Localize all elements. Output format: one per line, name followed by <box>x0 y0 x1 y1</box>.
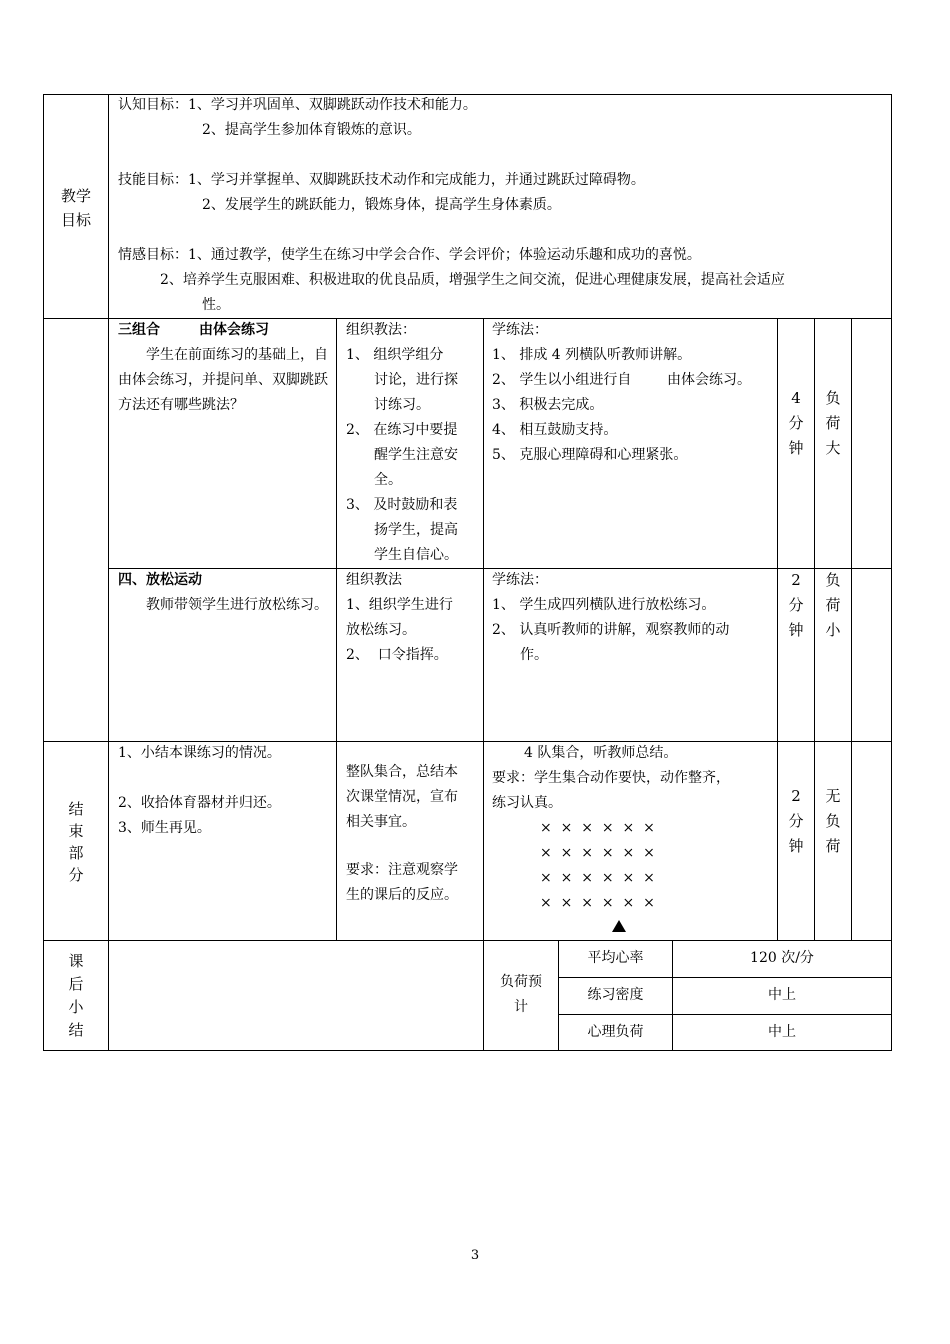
section3-content <box>118 343 332 418</box>
col-divider-content <box>336 318 337 941</box>
page-number: 3 <box>470 1248 480 1263</box>
ending-load-1: 负 <box>825 812 841 830</box>
section4-org-1b: 放松练习。 <box>346 622 416 638</box>
skill-goal-2: 2、发展学生的跳跃能力，锻炼身体，提高学生身体素质。 <box>202 197 561 213</box>
table-left-border <box>43 94 44 1051</box>
section4-time-0: 2 <box>791 571 801 589</box>
row-divider-4 <box>43 940 892 941</box>
section4-learn-title: 学练法： <box>492 572 548 588</box>
ending-item-2: 2、收拾体育器材并归还。 <box>118 795 281 811</box>
section3-learn-2: 2、 学生以小组进行自 由体会练习。 <box>492 372 751 388</box>
section3-org-1a: 1、 组织学组分 <box>346 347 444 363</box>
summary-row-name-0: 平均心率 <box>587 950 644 966</box>
load-estimate-label-1: 计 <box>514 999 528 1015</box>
section3-learn-5: 5、 克服心理障碍和心理紧张。 <box>492 447 688 463</box>
formation-row-4: × × × × × × <box>540 895 655 911</box>
section3-org-title: 组织教法： <box>346 322 416 338</box>
section3-time-2: 钟 <box>788 439 804 457</box>
affect-goal-2-cont: 性。 <box>202 297 230 313</box>
summary-row-2 <box>558 1014 892 1015</box>
ending-learn-1: 4 队集合，听教师总结。 <box>524 745 678 761</box>
section3-org-2c: 全。 <box>374 472 402 488</box>
section3-time-1: 分 <box>788 414 804 432</box>
ending-learn-2b: 练习认真。 <box>492 795 562 811</box>
section4-load <box>815 568 851 643</box>
table-bottom-border <box>43 1050 892 1051</box>
section4-load-1: 荷 <box>825 596 841 614</box>
ending-load-0: 无 <box>825 787 841 805</box>
section3-org-1c: 讨练习。 <box>374 397 430 413</box>
ending-label-0: 结 <box>68 800 84 818</box>
ending-time-2: 钟 <box>788 837 804 855</box>
section3-load <box>815 386 851 461</box>
section3-time <box>778 386 814 461</box>
ending-item-3: 3、师生再见。 <box>118 820 211 836</box>
load-estimate-label <box>484 970 558 1020</box>
ending-label <box>44 798 108 886</box>
summary-row-name-2: 心理负荷 <box>587 1024 644 1040</box>
summary-row-value-0: 120 次/分 <box>750 950 814 966</box>
section3-time-0: 4 <box>791 389 801 407</box>
section4-content-text: 教师带领学生进行放松练习。 <box>146 597 328 613</box>
section4-content <box>118 593 332 618</box>
section4-learn-2b: 作。 <box>520 647 548 663</box>
label-column-divider <box>108 94 109 1051</box>
ending-time <box>778 784 814 859</box>
col-divider-load <box>851 318 852 941</box>
cognitive-goal-2: 2、提高学生参加体育锻炼的意识。 <box>202 122 421 138</box>
objectives-label-text: 教学目标 <box>60 187 91 229</box>
ending-time-1: 分 <box>788 812 804 830</box>
section4-load-2: 小 <box>825 621 841 639</box>
summary-label-0: 课 <box>68 952 84 970</box>
section4-time-2: 钟 <box>788 621 804 639</box>
col-divider-org <box>483 318 484 1051</box>
skill-goal-1: 技能目标：1、学习并掌握单、双脚跳跃技术动作和完成能力，并通过跳跃过障碍物。 <box>118 172 645 188</box>
ending-label-2: 部 <box>68 844 84 862</box>
cognitive-goal-1: 认知目标：1、学习并巩固单、双脚跳跃动作技术和能力。 <box>118 97 477 113</box>
summary-label-1: 后 <box>68 975 84 993</box>
section4-org-2: 2、 口令指挥。 <box>346 647 448 663</box>
ending-org-a: 整队集合，总结本 <box>346 764 458 780</box>
section3-content-text: 学生在前面练习的基础上，自由体会练习，并提问单、双脚跳跃方法还有哪些跳法？ <box>118 347 328 413</box>
section3-org-1b: 讨论，进行探 <box>374 372 458 388</box>
section3-org-3b: 扬学生，提高 <box>374 522 458 538</box>
section4-time <box>778 568 814 643</box>
ending-time-0: 2 <box>791 787 801 805</box>
section4-org-1a: 1、组织学生进行 <box>346 597 453 613</box>
section3-learn-4: 4、 相互鼓励支持。 <box>492 422 618 438</box>
ending-load <box>815 784 851 859</box>
section3-learn-title: 学练法： <box>492 322 548 338</box>
summary-label <box>44 950 108 1042</box>
section3-load-1: 荷 <box>825 414 841 432</box>
section3-org-2b: 醒学生注意安 <box>374 447 458 463</box>
summary-row-name-1: 练习密度 <box>587 987 644 1003</box>
ending-org-b: 次课堂情况，宣布 <box>346 789 458 805</box>
section4-learn-1: 1、 学生成四列横队进行放松练习。 <box>492 597 716 613</box>
affect-goal-2: 2、培养学生克服困难、积极进取的优良品质，增强学生之间交流，促进心理健康发展，提高社会适应 <box>160 272 785 288</box>
affect-goal-1: 情感目标：1、通过教学，使学生在练习中学会合作、学会评价；体验运动乐趣和成功的喜悦。 <box>118 247 701 263</box>
formation-row-3: × × × × × × <box>540 870 655 886</box>
section4-learn-2a: 2、 认真听教师的讲解，观察教师的动 <box>492 622 730 638</box>
summary-label-3: 结 <box>68 1021 84 1039</box>
formation-row-1: × × × × × × <box>540 820 655 836</box>
ending-item-1: 1、小结本课练习的情况。 <box>118 745 281 761</box>
section4-load-0: 负 <box>825 571 841 589</box>
section3-load-0: 负 <box>825 389 841 407</box>
load-estimate-label-0: 负荷预 <box>500 974 542 990</box>
summary-row-value-2: 中上 <box>768 1024 796 1040</box>
summary-label-2: 小 <box>68 998 84 1016</box>
ending-req-b: 生的课后的反应。 <box>346 887 458 903</box>
ending-org-c: 相关事宜。 <box>346 814 416 830</box>
section3-learn-1: 1、 排成 4 列横队听教师讲解。 <box>492 347 692 363</box>
section4-org-title: 组织教法 <box>346 572 402 588</box>
teacher-position-marker <box>612 920 626 932</box>
section4-title: 四、放松运动 <box>118 572 202 588</box>
section4-time-1: 分 <box>788 596 804 614</box>
objectives-label <box>44 184 108 232</box>
section3-title: 三组合 由体会练习 <box>118 322 269 338</box>
formation-row-2: × × × × × × <box>540 845 655 861</box>
summary-row-value-1: 中上 <box>768 987 796 1003</box>
ending-label-3: 分 <box>68 866 84 884</box>
ending-learn-2a: 要求：学生集合动作要快，动作整齐， <box>492 770 730 786</box>
section3-org-3c: 学生自信心。 <box>374 547 458 563</box>
table-right-border <box>891 94 892 1051</box>
section3-org-3a: 3、 及时鼓励和表 <box>346 497 458 513</box>
ending-load-2: 荷 <box>825 837 841 855</box>
section3-org-2a: 2、 在练习中要提 <box>346 422 458 438</box>
ending-label-1: 束 <box>68 822 84 840</box>
section3-learn-3: 3、 积极去完成。 <box>492 397 604 413</box>
section3-load-2: 大 <box>825 439 841 457</box>
summary-row-1 <box>558 977 892 978</box>
ending-req-a: 要求：注意观察学 <box>346 862 458 878</box>
